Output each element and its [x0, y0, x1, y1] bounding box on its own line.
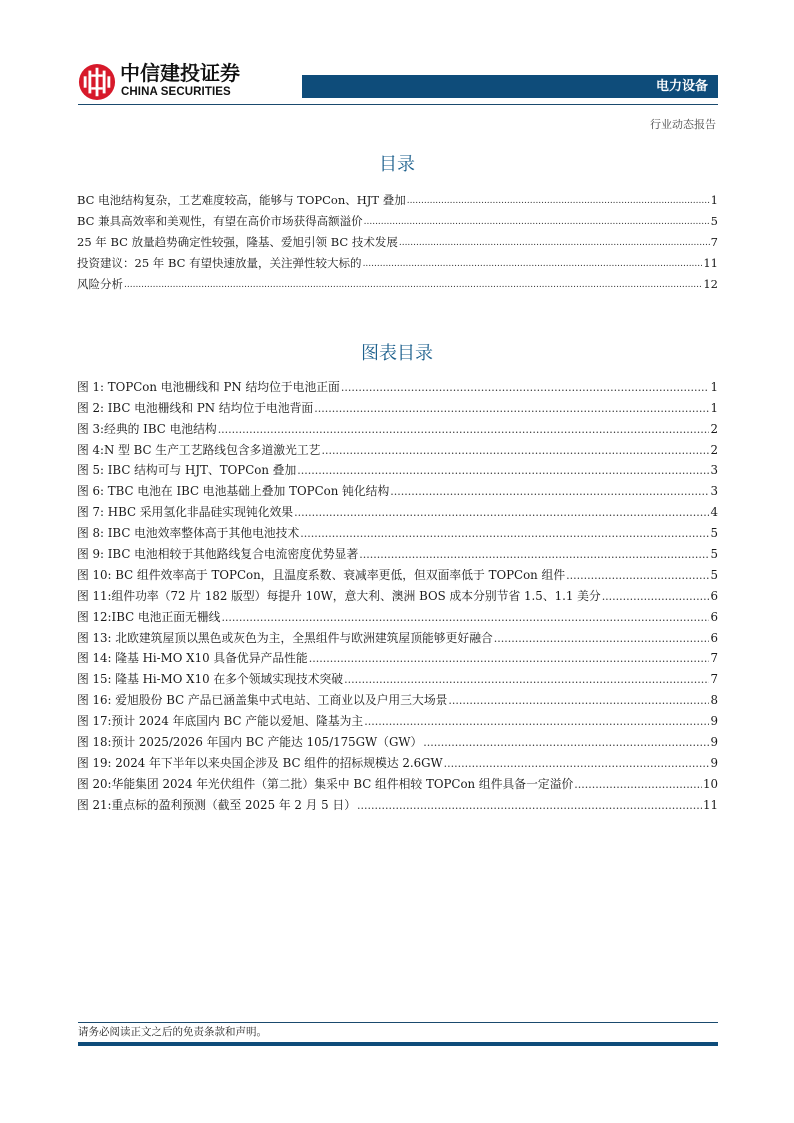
- entry-label: 图 17:预计 2024 年底国内 BC 产能以爱旭、隆基为主: [77, 714, 364, 729]
- entry-page-number: 9: [710, 755, 718, 770]
- entry-label: 图 2: IBC 电池栅线和 PN 结均位于电池背面: [77, 400, 314, 415]
- figure-toc-entry[interactable]: [77, 373, 718, 394]
- dot-leader: [363, 258, 703, 270]
- figure-toc-entry[interactable]: [77, 707, 718, 728]
- table-of-contents: [77, 186, 718, 291]
- entry-label: 图 3:经典的 IBC 电池结构: [77, 421, 217, 436]
- entry-page-number: 6: [710, 609, 718, 624]
- entry-label: 图 12:IBC 电池正面无栅线: [77, 609, 221, 624]
- entry-label: 图 7: HBC 采用氢化非晶硅实现钝化效果: [77, 505, 294, 520]
- figure-toc-title: 图表目录: [361, 343, 433, 364]
- figure-toc-entry[interactable]: [77, 540, 718, 561]
- figure-toc-entry[interactable]: [77, 791, 718, 812]
- figure-toc-entry[interactable]: [77, 436, 718, 457]
- figure-toc-entry[interactable]: [77, 728, 718, 749]
- report-type: 行业动态报告: [650, 118, 716, 131]
- header-divider: [78, 104, 718, 105]
- entry-page-number: 12: [703, 277, 718, 291]
- entry-label: 图 16: 爱旭股份 BC 产品已涵盖集中式电站、工商业以及户用三大场景: [77, 693, 448, 708]
- entry-page-number: 5: [710, 526, 718, 541]
- entry-label: 图 11:组件功率（72 片 182 版型）每提升 10W，意大利、澳洲 BOS 成本分别节省 1.5、1.1 美分: [77, 588, 601, 603]
- dot-leader: [321, 445, 709, 457]
- entry-label: 投资建议：25 年 BC 有望快速放量，关注弹性较大标的: [77, 256, 362, 270]
- entry-page-number: 8: [710, 693, 718, 708]
- entry-page-number: 2: [710, 442, 718, 457]
- logo-english-name: CHINA SECURITIES: [121, 86, 231, 98]
- entry-page-number: 11: [702, 797, 718, 812]
- dot-leader: [423, 737, 709, 749]
- toc-entry[interactable]: [77, 228, 718, 249]
- entry-label: 图 21:重点标的盈利预测（截至 2025 年 2 月 5 日）: [77, 797, 357, 812]
- toc-entry[interactable]: [77, 207, 718, 228]
- figure-toc-entry[interactable]: [77, 645, 718, 666]
- dot-leader: [314, 403, 709, 415]
- dot-leader: [218, 424, 710, 436]
- entry-label: 图 10: BC 组件效率高于 TOPCon，且温度系数、衰减率更低，但双面率低于 TOPCon 组件: [77, 567, 566, 582]
- dot-leader: [566, 570, 709, 582]
- entry-label: 25 年 BC 放量趋势确定性较强，隆基、爱旭引领 BC 技术发展: [77, 235, 398, 249]
- figure-table-of-contents: [77, 373, 718, 812]
- entry-page-number: 5: [710, 567, 718, 582]
- footer-divider: [78, 1022, 718, 1023]
- entry-label: 图 4:N 型 BC 生产工艺路线包含多道激光工艺: [77, 442, 321, 457]
- figure-toc-entry[interactable]: [77, 394, 718, 415]
- dot-leader: [602, 591, 710, 603]
- dot-leader: [399, 237, 710, 249]
- dot-leader: [294, 507, 709, 519]
- figure-toc-entry[interactable]: [77, 498, 718, 519]
- entry-label: 图 13: 北欧建筑屋顶以黑色或灰色为主，全黑组件与欧洲建筑屋顶能够更好融合: [77, 630, 493, 645]
- figure-toc-entry[interactable]: [77, 749, 718, 770]
- entry-page-number: 6: [710, 588, 718, 603]
- entry-label: 图 9: IBC 电池相较于其他路线复合电流密度优势显著: [77, 547, 359, 562]
- dot-leader: [364, 216, 710, 228]
- company-logo: [78, 62, 253, 102]
- entry-label: 图 15: 隆基 Hi-MO X10 在多个领域实现技术突破: [77, 672, 344, 687]
- toc-title: 目录: [379, 154, 415, 175]
- sector-banner: [302, 75, 718, 98]
- dot-leader: [300, 528, 709, 540]
- entry-page-number: 6: [710, 630, 718, 645]
- entry-page-number: 7: [710, 235, 718, 249]
- figure-toc-entry[interactable]: [77, 415, 718, 436]
- figure-toc-entry[interactable]: [77, 519, 718, 540]
- figure-toc-entry[interactable]: [77, 561, 718, 582]
- entry-label: 图 1: TOPCon 电池栅线和 PN 结均位于电池正面: [77, 379, 340, 394]
- figure-toc-entry[interactable]: [77, 770, 718, 791]
- entry-page-number: 5: [710, 547, 718, 562]
- logo-chinese-name: 中信建投证券: [120, 61, 240, 85]
- toc-entry[interactable]: [77, 270, 718, 291]
- entry-page-number: 9: [710, 735, 718, 750]
- disclaimer-note: 请务必阅读正文之后的免责条款和声明。: [78, 1026, 267, 1038]
- entry-page-number: 2: [710, 421, 718, 436]
- dot-leader: [494, 633, 710, 645]
- dot-leader: [297, 465, 709, 477]
- dot-leader: [344, 674, 709, 686]
- dot-leader: [407, 195, 710, 207]
- entry-page-number: 10: [702, 776, 718, 791]
- dot-leader: [221, 612, 709, 624]
- figure-toc-entry[interactable]: [77, 624, 718, 645]
- toc-entry[interactable]: [77, 186, 718, 207]
- figure-toc-entry[interactable]: [77, 477, 718, 498]
- entry-page-number: 9: [710, 714, 718, 729]
- dot-leader: [359, 549, 709, 561]
- entry-label: 图 19: 2024 年下半年以来央国企涉及 BC 组件的招标规模达 2.6GW: [77, 755, 443, 770]
- entry-page-number: 1: [710, 379, 718, 394]
- entry-label: 风险分析: [77, 277, 123, 291]
- citic-logo-icon: [78, 63, 116, 101]
- figure-toc-entry[interactable]: [77, 582, 718, 603]
- entry-page-number: 7: [710, 651, 718, 666]
- dot-leader: [309, 653, 710, 665]
- entry-label: BC 电池结构复杂，工艺难度较高，能够与 TOPCon、HJT 叠加: [77, 193, 406, 207]
- entry-label: 图 6: TBC 电池在 IBC 电池基础上叠加 TOPCon 钝化结构: [77, 484, 390, 499]
- sector-label: 电力设备: [655, 79, 708, 94]
- toc-entry[interactable]: [77, 249, 718, 270]
- entry-page-number: 1: [710, 400, 718, 415]
- entry-page-number: 3: [710, 463, 718, 478]
- entry-page-number: 4: [710, 505, 718, 520]
- dot-leader: [448, 695, 709, 707]
- entry-page-number: 11: [703, 256, 718, 270]
- dot-leader: [574, 779, 702, 791]
- entry-label: 图 14: 隆基 Hi-MO X10 具备优异产品性能: [77, 651, 308, 666]
- entry-page-number: 5: [710, 214, 718, 228]
- dot-leader: [341, 382, 710, 394]
- entry-page-number: 3: [710, 484, 718, 499]
- entry-label: 图 8: IBC 电池效率整体高于其他电池技术: [77, 526, 300, 541]
- dot-leader: [357, 800, 702, 812]
- entry-label: 图 18:预计 2025/2026 年国内 BC 产能达 105/175GW（GW）: [77, 735, 423, 750]
- dot-leader: [124, 279, 702, 291]
- entry-page-number: 1: [710, 193, 718, 207]
- figure-toc-entry[interactable]: [77, 665, 718, 686]
- entry-page-number: 7: [710, 672, 718, 687]
- footer-bar: [78, 1042, 718, 1046]
- dot-leader: [390, 486, 709, 498]
- dot-leader: [364, 716, 709, 728]
- entry-label: BC 兼具高效率和美观性，有望在高价市场获得高额溢价: [77, 214, 363, 228]
- entry-label: 图 5: IBC 结构可与 HJT、TOPCon 叠加: [77, 463, 297, 478]
- figure-toc-entry[interactable]: [77, 457, 718, 478]
- entry-label: 图 20:华能集团 2024 年光伏组件（第二批）集采中 BC 组件相较 TOPCon 组件具备一定溢价: [77, 776, 574, 791]
- dot-leader: [444, 758, 710, 770]
- figure-toc-entry[interactable]: [77, 686, 718, 707]
- figure-toc-entry[interactable]: [77, 603, 718, 624]
